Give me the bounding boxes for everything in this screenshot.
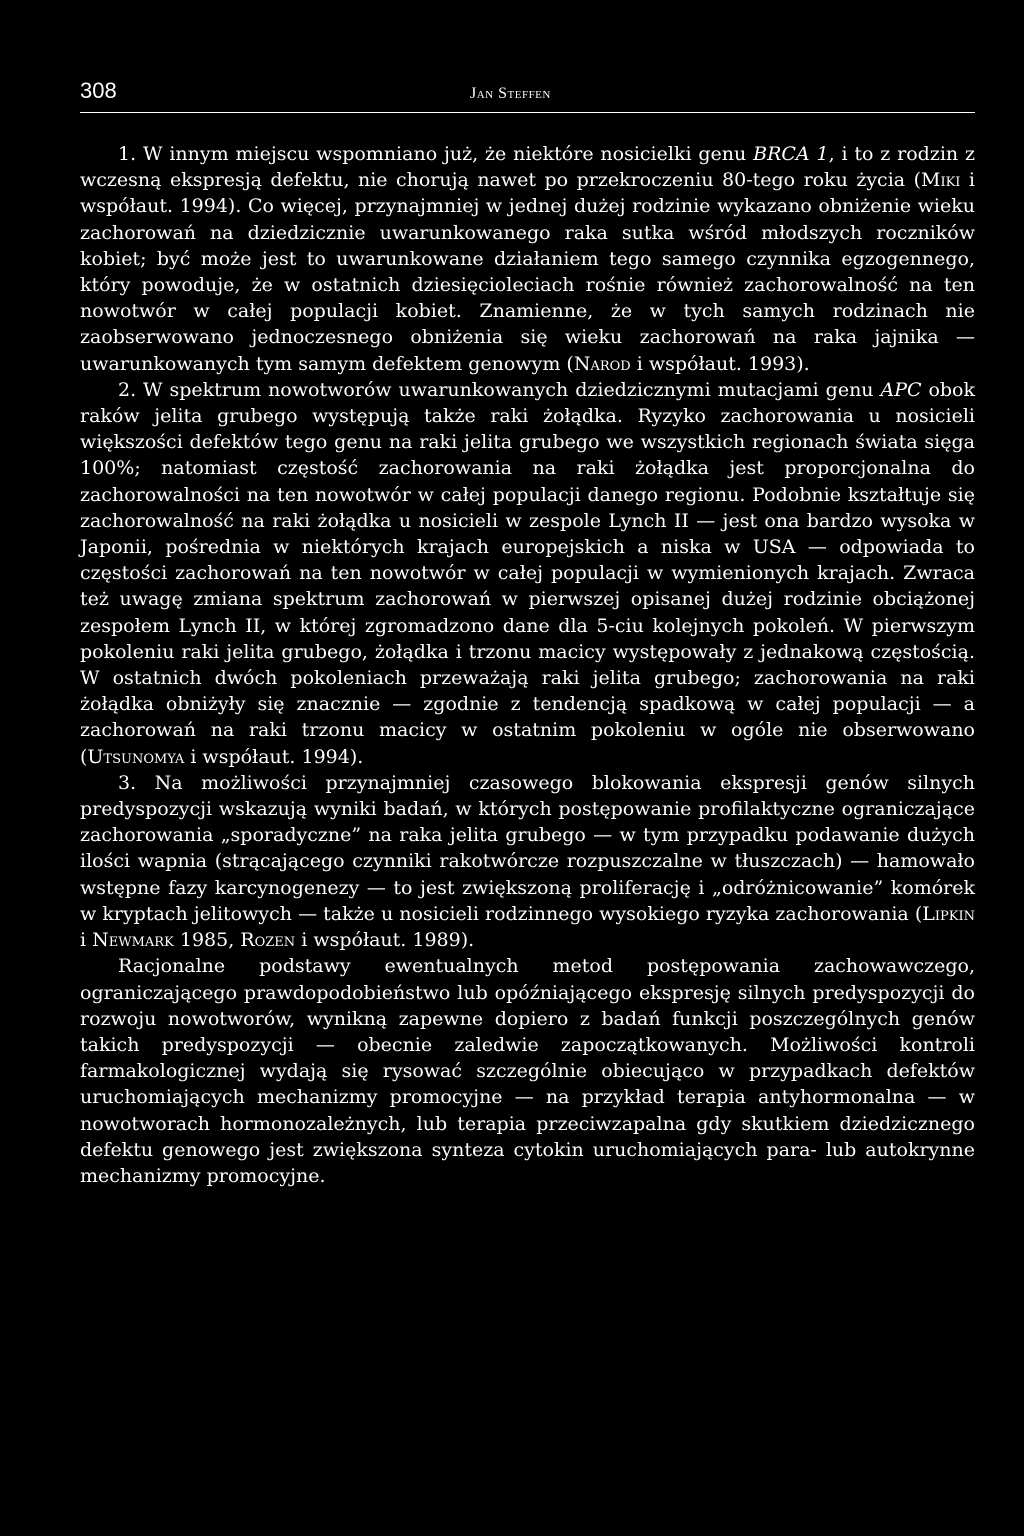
text-run: i współaut. 1994). bbox=[184, 745, 364, 768]
text-run: Lipkin bbox=[922, 902, 975, 925]
text-run: i współaut. 1994). Co więcej, przynajmniej w jednej dużej rodzinie wykazano obniżenie wieku zachorowań na dziedzicznie uwarunkowanego raka sutka wśród młodszych roczników kobiet; być może jest to uwarunkowane działaniem tego samego czynnika egzogennego, który powoduje, że w ostatnich dziesięcioleciach rośnie również zachorowalność na ten nowotwór w całej populacji kobiet. Znamienne, że w tych samych rodzinach nie zaobserwowano jednoczesnego obniżenia się wieku zachorowań na raka jajnika — uwarunkowanych tym samym defektem genowym ( bbox=[80, 169, 975, 375]
text-run: Racjonalne podstawy ewentualnych metod postępowania zachowawczego, ograniczającego prawdopodobieństwo lub opóźniającego ekspresję silnych predyspozycji do rozwoju nowotworów, wynikną zapewne dopiero z badań funkcji poszczególnych genów takich predyspozycji — obecnie zaledwie zapoczątkowanych. Możliwości kontroli farmakologicznej wydają się rysować szczególnie obiecująco w przypadkach defektów uruchomiających mechanizmy promocyjne — na przykład terapia antyhormonalna — w nowotworach hormonozależnych, lub terapia przeciwzapalna gdy skutkiem dziedzicznego defektu genowego jest zwiększona synteza cytokin uruchomiających para- lub autokrynne mechanizmy promocyjne. bbox=[80, 955, 975, 1187]
text-run: Utsunomya bbox=[87, 745, 185, 768]
text-run: i bbox=[80, 929, 93, 952]
text-run: Rozen bbox=[240, 929, 296, 952]
paragraph-3 bbox=[80, 770, 975, 953]
text-run: Miki bbox=[921, 169, 961, 192]
text-run: 1. W innym miejscu wspomniano już, że niektóre nosicielki genu bbox=[118, 143, 754, 165]
page-header bbox=[80, 78, 975, 113]
paragraph-4 bbox=[80, 953, 975, 1189]
text-run: Narod bbox=[573, 352, 631, 375]
text-run: i współaut. 1989). bbox=[295, 929, 475, 952]
paragraph-1 bbox=[80, 141, 975, 377]
body-text bbox=[80, 141, 975, 1189]
text-run: Newmark bbox=[92, 929, 174, 952]
text-run: obok raków jelita grubego występują także raki żołądka. Ryzyko zachorowania u nosicieli większości defektów tego genu na raki jelita grubego we wszystkich regionach świata sięga 100%; natomiast częstość zachorowania na raki żołądka jest proporcjonalna do zachorowalności na ten nowotwór w całej populacji danego regionu. Podobnie kształtuje się zachorowalność na raki żołądka u nosicieli w zespole Lynch II — jest ona bardzo wysoka w Japonii, pośrednia w niektórych krajach europejskich a niska w USA — odpowiada to częstości zachorowań na ten nowotwór w całej populacji w wymienionych krajach. Zwraca też uwagę zmiana spektrum zachorowań w pierwszej opisanej dużej rodzinie obciążonej zespołem Lynch II, w której zgromadzono dane dla 5-ciu kolejnych pokoleń. W pierwszym pokoleniu raki jelita grubego, żołądka i trzonu macicy występowały z jednakową częstością. W ostatnich dwóch pokoleniach przeważają raki jelita grubego; zachorowania na raki żołądka obniżyły się znacznie — zgodnie z tendencją spadkową w całej populacji — a zachorowań na raki trzonu macicy w ostatnim pokoleniu w ogóle nie obserwowano ( bbox=[80, 378, 975, 768]
text-run: 3. Na możliwości przynajmniej czasowego blokowania ekspresji genów silnych predyspozycji wskazują wyniki badań, w których postępowanie profilaktyczne ograniczające zachorowania „sporadyczne” na raka jelita grubego — w tym przypadku podawanie dużych ilości wapnia (strącającego czynniki rakotwórcze rozpuszczalne w tłuszczach) — hamowało wstępne fazy karcynogenezy — to jest zwiększoną proliferację i „odróżnicowanie” komórek w kryptach jelitowych — także u nosicieli rodzinnego wysokiego ryzyka zachorowania ( bbox=[80, 771, 975, 925]
page-number: 308 bbox=[80, 78, 117, 103]
text-run: 1985, bbox=[173, 929, 241, 952]
text-run: i współaut. 1993). bbox=[630, 352, 810, 375]
paragraph-2 bbox=[80, 377, 975, 770]
document-page bbox=[80, 78, 975, 1189]
text-run: 2. W spektrum nowotworów uwarunkowanych dziedzicznymi mutacjami genu bbox=[118, 378, 881, 401]
running-head: Jan Steffen bbox=[470, 85, 551, 102]
text-run: BRCA 1 bbox=[753, 143, 829, 165]
text-run: , i to z rodzin z wczesną ekspresją defektu, nie chorują nawet po przekroczeniu 80-tego roku życia ( bbox=[80, 143, 976, 192]
text-run: APC bbox=[880, 378, 922, 401]
